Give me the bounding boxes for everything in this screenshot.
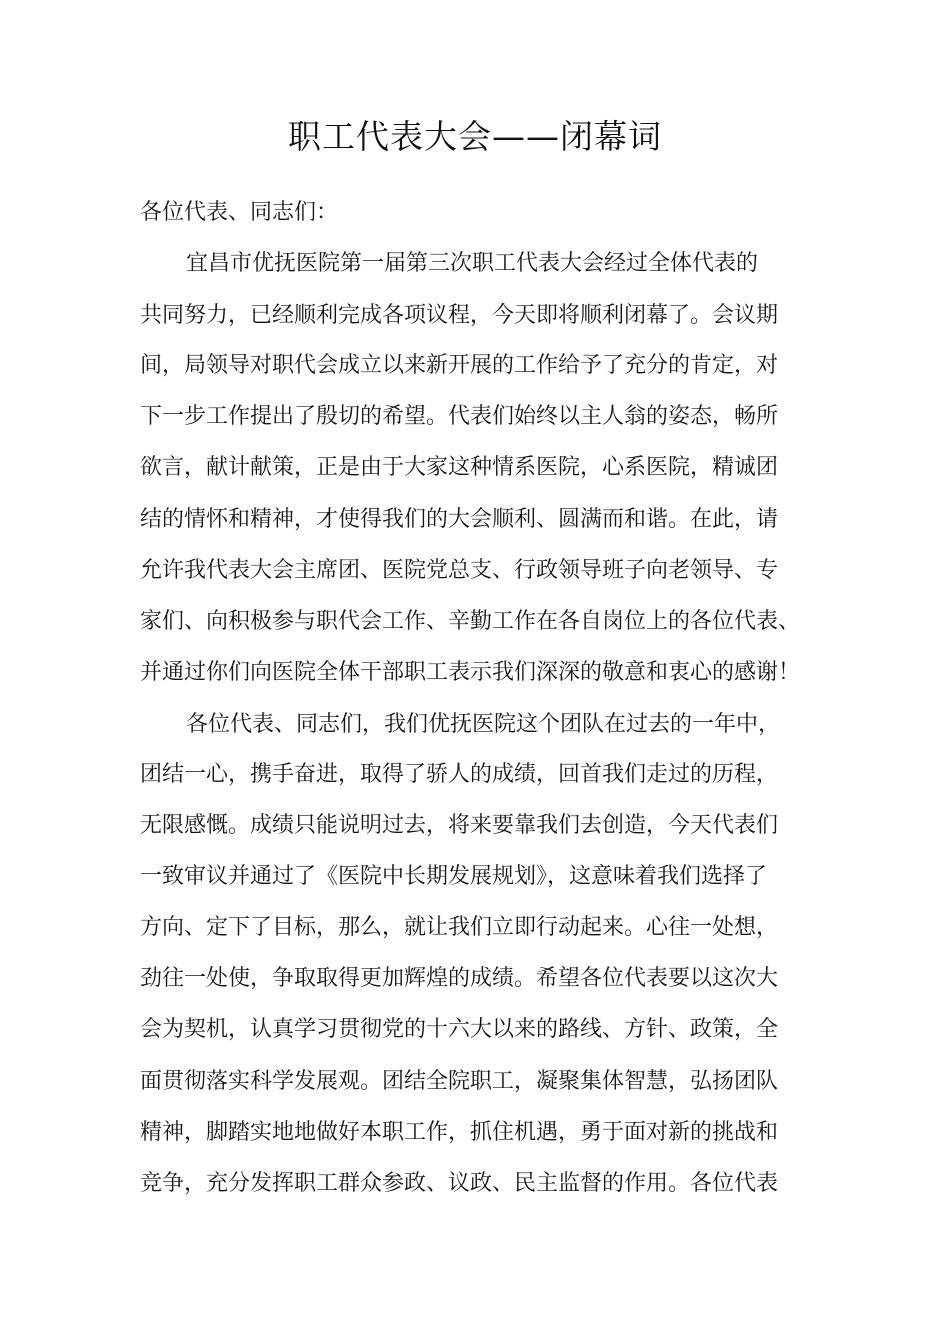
paragraph-1-line: 间，局领导对职代会成立以来新开展的工作给予了充分的肯定，对 [140, 353, 779, 378]
paragraph-2-line: 竞争，充分发挥职工群众参政、议政、民主监督的作用。各位代表 [140, 1171, 779, 1196]
paragraph-2-line: 各位代表、同志们，我们优抚医院这个团队在过去的一年中， [186, 712, 781, 737]
paragraph-1-line: 欲言，献计献策，正是由于大家这种情系医院，心系医院，精诚团 [140, 455, 779, 480]
paragraph-1-line: 下一步工作提出了殷切的希望。代表们始终以主人翁的姿态，畅所 [140, 404, 779, 429]
paragraph-1-line: 并通过你们向医院全体干部职工表示我们深深的敬意和衷心的感谢！ [140, 660, 801, 685]
paragraph-1-line: 允许我代表大会主席团、医院党总支、行政领导班子向老领导、专 [140, 558, 779, 583]
salutation: 各位代表、同志们： [140, 200, 339, 225]
paragraph-1-line: 共同努力，已经顺利完成各项议程，今天即将顺利闭幕了。会议期 [140, 303, 779, 328]
paragraph-2-line: 面贯彻落实科学发展观。团结全院职工，凝聚集体智慧，弘扬团队 [140, 1069, 779, 1094]
paragraph-1-line: 宜昌市优抚医院第一届第三次职工代表大会经过全体代表的 [186, 251, 759, 276]
document-title: 职工代表大会——闭幕词 [288, 117, 662, 156]
paragraph-2-line: 劲往一处使，争取取得更加辉煌的成绩。希望各位代表要以这次大 [140, 966, 779, 991]
paragraph-2-line: 精神，脚踏实地地做好本职工作，抓住机遇，勇于面对新的挑战和 [140, 1120, 779, 1145]
paragraph-2-line: 团结一心，携手奋进，取得了骄人的成绩，回首我们走过的历程， [140, 762, 779, 787]
paragraph-2-line: 一致审议并通过了《医院中长期发展规划》，这意味着我们选择了 [140, 864, 768, 889]
paragraph-2-line: 方向、定下了目标，那么，就让我们立即行动起来。心往一处想， [140, 915, 779, 940]
paragraph-2-line: 会为契机，认真学习贯彻党的十六大以来的路线、方针、政策，全 [140, 1017, 779, 1042]
paragraph-1-line: 结的情怀和精神，才使得我们的大会顺利、圆满而和谐。在此，请 [140, 507, 779, 532]
paragraph-1-line: 家们、向积极参与职代会工作、辛勤工作在各自岗位上的各位代表、 [140, 609, 801, 634]
paragraph-2-line: 无限感慨。成绩只能说明过去，将来要靠我们去创造，今天代表们 [140, 813, 779, 838]
